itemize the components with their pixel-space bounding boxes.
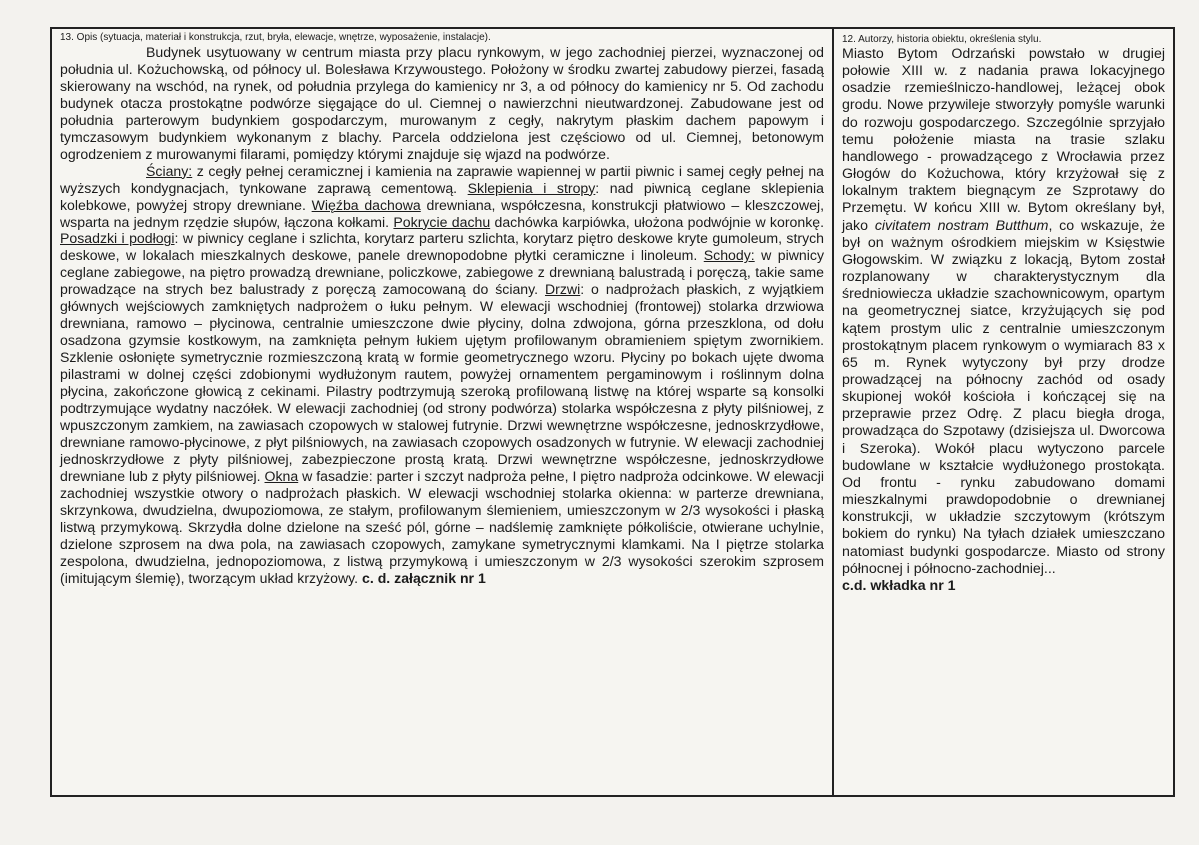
doors-heading: Drzwi xyxy=(544,281,581,298)
doors-text: : o nadprożach płaskich, z wyjątkiem głównych wejściowych zamkniętych nadprożem o łuku pełnym. W elewacji wschodniej (frontowej) stolarka drzwiowa drewniana, ramowo – płycinowa, centralnie umieszczone dwie płyciny, dolna zdwojona, górna przeszklona, od dołu osadzona gzymsie kostkowym, na zamknięta pełnym łukiem ujętym profilowanym obramieniem spiętym zwornikiem. Szklenie osłonięte symetrycznie rozmieszczoną kratą w formie geometrycznego wzoru. Płyciny po bokach ujęte dwoma pilastrami w dolnej części zdobionymi wydłużonym rautem, powyżej ornamentem pergaminowym i roślinnym dolna płycina, zakończone głowicą z cekinami. Pilastry podtrzymują szeroką profilowaną listwę na której wsparte są konsolki podtrzymujące wydatny naczółek. W elewacji zachodniej (od strony podwórza) stolarka współczesna z płyty pilśniowej, z wpuszczonym zamkiem, na zawiasach czopowych w stalowej futrynie. Drzwi wewnętrzne współczesne, jednoskrzydłowe, drewniane ramowo-płycinowe, z płyt pilśniowych, na zawiasach czopowych osadzonych w futrynie. W elewacji zachodniej jednoskrzydłowe z płyty pilśniowej, zabezpieczone prostą kratą. Drzwi wewnętrzne współczesne, jednoskrzydłowe drewniane lub z płyty pilśniowej. xyxy=(60,281,824,484)
history-text-part2: , co wskazuje, że był on ważnym ośrodkiem miejskim w Księstwie Głogowskim. W związku z lokacją, Bytom został rozplanowany w charakterystycznym dla średniowiecza układzie szachownicowym, opartym na geometrycznej siatce, krzyżujących się pod kątem prostym ulic z centralnie umieszczonym prostokątnym placem rynkowym o wymiarach 83 x 65 m. Rynek wytyczony był przy drodze prowadzącej na północny zachód od osady skupionej wokół kościoła i kończącej się na przeprawie przez Odrę. Z placu biegła droga, prowadząca do Szpotawy (dzisiejsza ul. Dworcowa i Szeroka). Wokół placu wytyczono parcele budowlane w kształcie wydłużonego prostokąta. Od frontu - rynku zabudowano domami mieszkalnymi prawdopodobnie o drewnianej konstrukcji, w układzie szczytowym (krótszym bokiem do rynku) Na tyłach działek umieszczano natomiast budynki gospodarcze. Miasto od strony północnej i północno-zachodniej... xyxy=(842,217,1166,577)
description-column xyxy=(52,29,834,795)
walls-text: z cegły pełnej ceramicznej i kamienia na zaprawie wapiennej w partii piwnic i samej cegły pełnej na wyższych kondygnacjach, tynkowane zaprawą cementową. xyxy=(60,162,824,196)
walls-heading: Ściany: xyxy=(146,162,193,179)
description-paragraph-location xyxy=(60,44,824,163)
roof-truss-heading: Więźba dachowa xyxy=(311,196,421,213)
windows-heading: Okna xyxy=(264,467,299,484)
stairs-heading: Schody: xyxy=(703,247,755,264)
location-text: Budynek usytuowany w centrum miasta przy placu rynkowym, w jego zachodniej pierzei, wyznaczonej od południa ul. Kożuchowską, od północy ul. Bolesława Krzywoustego. Położony w środku zwartej zabudowy pierzei, fasadą skierowany na wschód, na rynek, od południa przylega do kamienicy nr 3, a od północy do kamienicy nr 5. Od zachodu budynek otacza prostokątne podwórze sięgające do ul. Ciemnej o nawierzchni nieutwardzonej. Zabudowane jest od południa parterowym budynkiem gospodarczym, murowanym z cegły, nakrytym płaskim dachem papowym i tymczasowym budynkiem wykonanym z blachy. Parcela oddzielona jest częściowo od ul. Ciemnej, betonowym ogrodzeniem z murowanymi filarami, pomiędzy którymi znajduje się wjazd na podwórze. xyxy=(60,44,824,162)
floors-heading: Posadzki i podłogi xyxy=(60,230,175,247)
continuation-note-right: c.d. wkładka nr 1 xyxy=(842,577,956,594)
floors-text: : w piwnicy ceglane i szlichta, korytarz parteru szlichta, korytarz piętro deskowe kryte gumoleum, strych deskowe, w lokalach mieszkalnych deskowe, panele drewnopodobne płytki ceramiczne i linoleum. xyxy=(60,230,824,264)
stairs-text: w piwnicy ceglane zabiegowe, na piętro prowadzą drewniane, policzkowe, zabiegowe z drewnianą balustradą i poręczą, takie same prowadzące na strych bez balustrady z poręczą zamocowaną do ściany. xyxy=(60,247,824,298)
roofing-text: dachówka karpiówka, ułożona podwójnie w koronkę. xyxy=(490,213,824,230)
continuation-note-left: c. d. załącznik nr 1 xyxy=(362,569,486,586)
description-paragraph-construction xyxy=(60,163,824,587)
vaults-heading: Sklepienia i stropy xyxy=(467,179,596,196)
roofing-heading: Pokrycie dachu xyxy=(393,213,491,230)
history-column xyxy=(834,29,1173,795)
description-header: 13. Opis (sytuacja, materiał i konstrukcja, rzut, bryła, elewacje, wnętrze, wyposażenie, instalacje). xyxy=(60,32,491,43)
history-header: 12. Autorzy, historia obiektu, określenia stylu. xyxy=(842,34,1042,45)
vaults-text: : nad piwnicą ceglane sklepienia kolebkowe, powyżej stropy drewniane. xyxy=(60,179,824,213)
form-sheet xyxy=(50,27,1175,797)
roof-truss-text: drewniana, współczesna, konstrukcji płatwiowo – kleszczowej, wsparta na jednym rzędzie słupów, łączona kołkami. xyxy=(60,196,825,230)
latin-quote: civitatem nostram Butthum xyxy=(874,217,1049,234)
windows-text: w fasadzie: parter i szczyt nadproża pełne, I piętro nadproża odcinkowe. W elewacji zachodniej wszystkie otwory o nadprożach płaskich. W elewacji wschodniej stolarka okienna: w parterze drewniana, skrzynkowa, dwudzielna, dwupoziomowa, ze stałym, profilowanym ślemieniem, umieszczonym w 2/3 wysokości i płaską listwą przymykową. Skrzydła dolne dzielone na sześć pól, górne – nadślemię zamknięte półkoliście, otwierane uchylnie, dzielone szprosem na dwa pola, na zawiasach czopowych, zamykane symetrycznymi klamkami. Na I piętrze stolarka zespolona, dwudzielna, jednopoziomowa, z listwą przymykową i umieszczonym w 2/3 wysokości szerokim szprosem (imitującym ślemię), tworzącym układ krzyżowy. xyxy=(60,467,824,586)
history-text-part1: Miasto Bytom Odrzański powstało w drugiej połowie XIII w. z nadania prawa lokacyjnego osadzie rzemieślniczo-handlowej, leżącej obok grodu. Nowe przywileje stworzyły pomyśle warunki do rozwoju gospodarczego. Szczególnie sprzyjało temu położenie miasta na trasie szlaku handlowego - prowadzącego z Wrocławia przez Głogów do Kożuchowa, który krzyżował się z lokalnym traktem biegnącym ze Szprotawy do Przemętu. W końcu XIII w. Bytom określany był, jako xyxy=(842,46,1165,234)
history-paragraph xyxy=(842,46,1165,595)
